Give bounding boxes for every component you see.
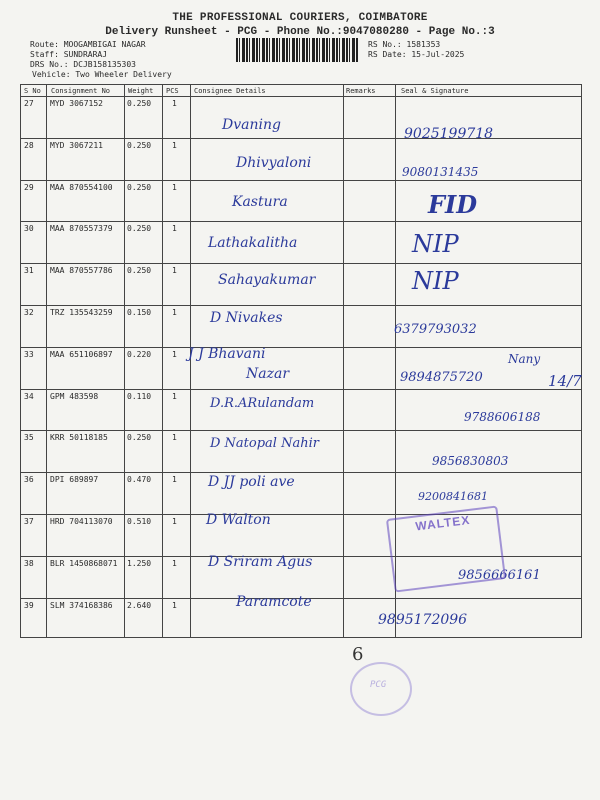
drs-number: DRS No.: DCJB158135303 [30,60,136,69]
row-sno: 38 [24,558,34,568]
handwritten-signature: FID [428,190,478,219]
row-consignment-no: MAA 651106897 [50,349,113,359]
row-pcs: 1 [172,99,177,108]
row-consignment-no: SLM 374168386 [50,600,113,610]
row-pcs: 1 [172,517,177,526]
table-row-divider [21,472,581,473]
row-pcs: 1 [172,182,177,192]
row-weight: 0.250 [127,224,152,234]
row-sno: 33 [24,349,34,359]
handwritten-signature: 9856666161 [458,568,541,583]
page-tally-mark: 6 [352,644,364,665]
row-sno: 32 [24,308,34,317]
table-row-divider [21,347,581,348]
row-weight: 0.220 [127,349,152,359]
rs-date: RS Date: 15-Jul-2025 [368,50,465,59]
handwritten-signature: 9856830803 [432,454,509,468]
row-weight: 0.250 [127,266,152,276]
table-column-divider [124,85,125,637]
row-consignment-no: KRR 50118185 [50,433,108,443]
row-pcs: 1 [172,433,177,443]
handwritten-signature: NIP [412,230,459,258]
handwritten-consignee: D.R.ARulandam [210,396,315,411]
handwritten-consignee: D JJ poli ave [208,474,295,490]
handwritten-signature: 9025199718 [404,126,494,142]
handwritten-consignee: Dvaning [222,117,281,133]
row-weight: 0.510 [127,517,152,526]
row-sno: 27 [24,99,34,108]
row-weight: 0.250 [127,140,152,150]
row-consignment-no: GPM 483598 [50,391,99,401]
row-consignment-no: MAA 870557379 [50,224,113,234]
row-weight: 2.640 [127,600,152,610]
table-row-divider [21,305,581,306]
row-pcs: 1 [172,266,177,276]
runsheet-subtitle: Delivery Runsheet - PCG - Phone No.:9047080280 - Page No.:3 [105,26,495,38]
row-pcs: 1 [172,224,177,234]
round-stamp [350,662,412,716]
row-sno: 31 [24,266,34,276]
row-consignment-no: TRZ 135543259 [50,308,113,317]
handwritten-consignee: D Sriram Agus [208,554,313,570]
vehicle-label: Vehicle: Two Wheeler Delivery [32,70,172,79]
row-pcs: 1 [172,308,177,317]
row-sno: 30 [24,224,34,234]
col-header-remarks: Remarks [346,87,376,95]
handwritten-consignee: Kastura [232,194,288,210]
table-row-divider [21,263,581,264]
table-column-divider [162,85,163,637]
route-label: Route: MOOGAMBIGAI NAGAR [30,40,146,49]
handwritten-signature: 9895172096 [378,612,468,628]
row-sno: 35 [24,433,34,443]
row-pcs: 1 [172,558,177,568]
col-header-pcs: PCS [166,87,179,95]
col-header-consignee: Consignee Details [194,87,266,95]
table-column-divider [343,85,344,637]
row-sno: 39 [24,600,34,610]
handwritten-signature: 9788606188 [464,410,541,424]
row-weight: 1.250 [127,558,152,568]
col-header-consignment: Consignment No [51,87,111,95]
staff-label: Staff: SUNDRARAJ [30,50,108,59]
company-rubber-stamp [386,505,506,592]
row-consignment-no: MAA 870557786 [50,266,113,276]
row-weight: 0.470 [127,475,152,485]
handwritten-signature: 9200841681 [418,490,488,503]
row-weight: 0.110 [127,391,152,401]
col-header-signature: Seal & Signature [401,87,469,95]
handwritten-signature: 9080131435 [402,165,479,179]
handwritten-signature: 9894875720 [400,370,483,385]
handwritten-remark: 14/7 [548,372,582,390]
handwritten-remark: Nazar [246,366,290,382]
row-pcs: 1 [172,600,177,610]
row-pcs: 1 [172,349,177,359]
row-weight: 0.150 [127,308,152,317]
col-header-sno: S No [24,87,41,95]
row-pcs: 1 [172,140,177,150]
handwritten-signature: NIP [412,267,459,295]
row-sno: 34 [24,391,34,401]
handwritten-signature: 6379793032 [394,322,477,337]
table-row-divider [21,221,581,222]
table-row-divider [21,138,581,139]
row-sno: 28 [24,140,34,150]
handwritten-consignee: J J Bhavani [188,346,266,362]
handwritten-consignee: Lathakalitha [208,235,298,251]
row-consignment-no: HRD 704113070 [50,517,113,526]
row-consignment-no: DPI 689897 [50,475,99,485]
row-consignment-no: MAA 870554100 [50,182,113,192]
handwritten-consignee: Dhivyaloni [236,155,312,171]
handwritten-consignee: D Natopal Nahir [210,436,319,451]
stamp-company-name: WALTEX [414,512,472,534]
handwritten-consignee: Sahayakumar [218,272,316,288]
row-sno: 36 [24,475,34,485]
table-row-divider [21,389,581,390]
barcode [236,38,358,62]
handwritten-remark: Nany [508,352,541,366]
handwritten-consignee: D Walton [206,512,271,528]
runsheet-meta-left [30,40,172,80]
row-weight: 0.250 [127,182,152,192]
row-sno: 37 [24,517,34,526]
handwritten-consignee: D Nivakes [210,310,283,326]
row-sno: 29 [24,182,34,192]
runsheet-meta-right [368,40,464,60]
row-consignment-no: MYD 3067152 [50,99,103,108]
col-header-weight: Weight [128,87,154,95]
row-consignment-no: MYD 3067211 [50,140,103,150]
row-weight: 0.250 [127,99,152,108]
handwritten-consignee: Paramcote [236,594,312,610]
row-weight: 0.250 [127,433,152,443]
company-title: THE PROFESSIONAL COURIERS, COIMBATORE [172,12,428,24]
row-consignment-no: BLR 1450868071 [50,558,118,568]
row-pcs: 1 [172,391,177,401]
round-stamp-text: PCG [370,680,387,690]
rs-number: RS No.: 1581353 [368,40,441,49]
table-row-divider [21,430,581,431]
row-pcs: 1 [172,475,177,485]
table-column-divider [46,85,47,637]
table-header-divider [21,96,581,97]
table-row-divider [21,180,581,181]
